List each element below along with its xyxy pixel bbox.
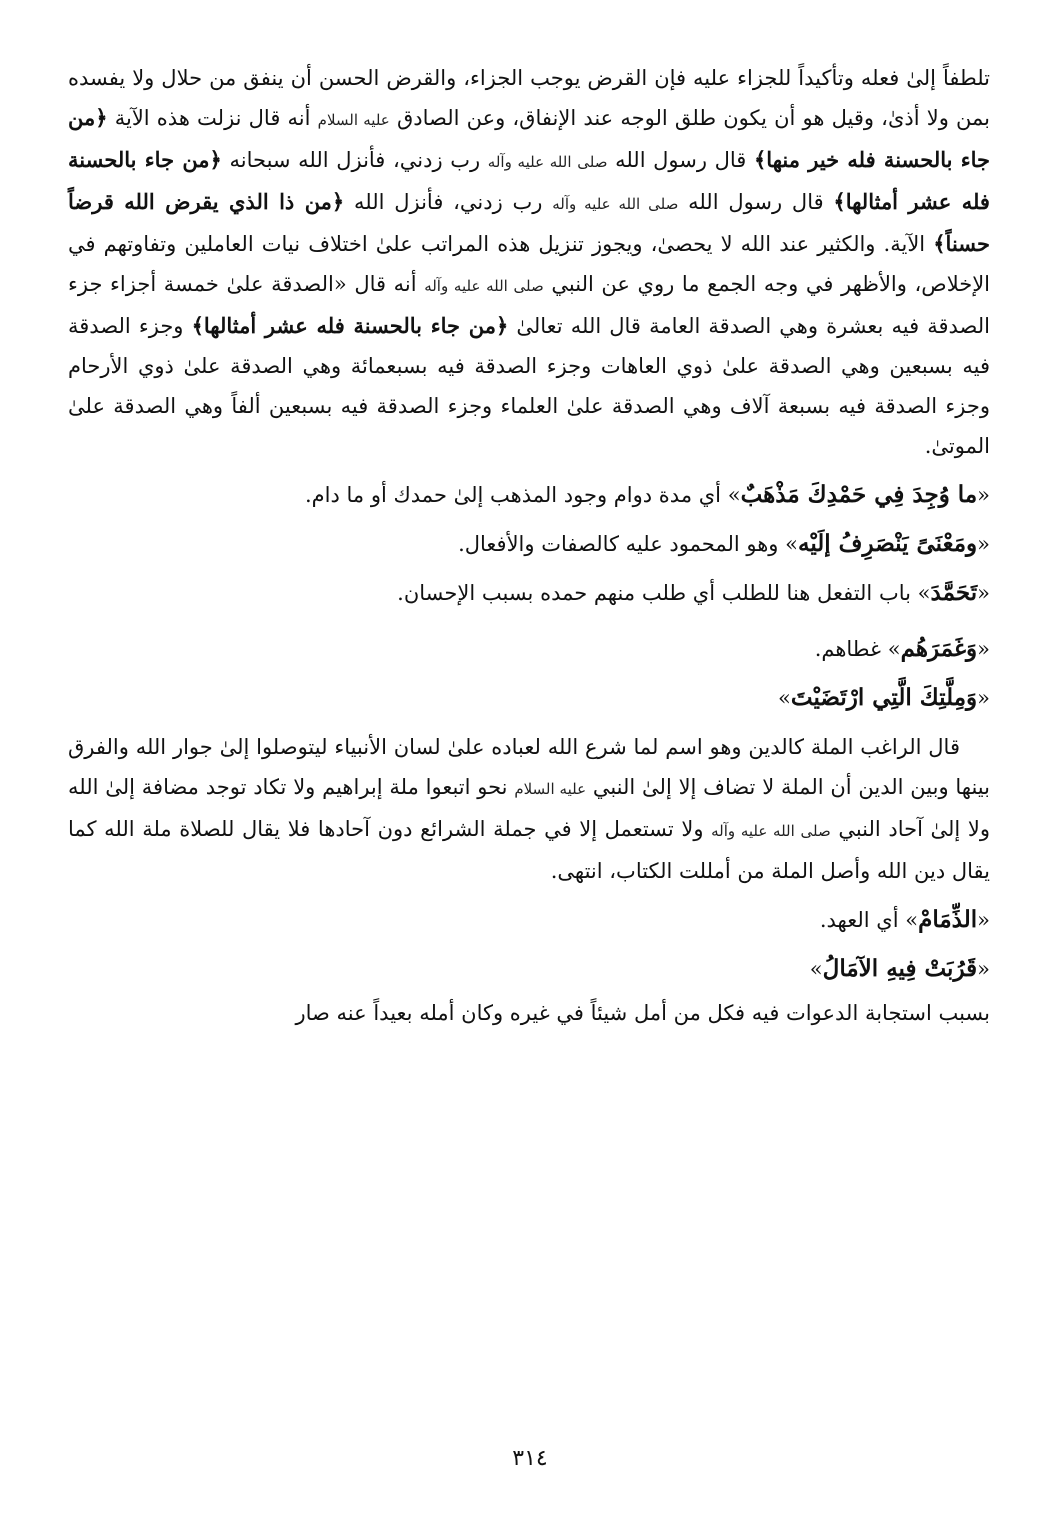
page-content — [68, 58, 990, 1033]
entry-term: الذِّمَامْ — [918, 906, 978, 933]
entry-term: تَحَمَّدَ — [930, 579, 978, 606]
intro-paragraph — [68, 58, 990, 466]
entry-term: ما وُجِدَ فِي حَمْدِكَ مَذْهَبٌ — [740, 481, 978, 508]
honorific-glyph: صلى الله عليه وآله — [552, 195, 679, 213]
quran-verse: ﴿من جاء بالحسنة فله عشر أمثالها﴾ — [191, 313, 509, 338]
intro-text-8: أنه قال «الصدقة علىٰ خمسة أجزاء جزء الصدقة فيه بعشرة وهي الصدقة العامة قال الله تعالىٰ — [68, 272, 990, 338]
entry: «تَحَمَّدَ» باب التفعل هنا للطلب أي طلب منهم حمده بسبب الإحسان. — [397, 579, 990, 606]
intro-text-9: وجزء الصدقة فيه بسبعين وهي الصدقة علىٰ ذوي العاهات وجزء الصدقة فيه بسبعمائة وهي الصدقة علىٰ ذوي الأرحام وجزء الصدقة فيه بسبعة آلاف وهي الصدقة علىٰ العلماء وجزء الصدقة فيه بسبعين ألفاً وهي الصدقة علىٰ الموتىٰ. — [68, 314, 990, 458]
intro-text-3: قال رسول الله — [615, 148, 747, 172]
intro-text-1: تلطفاً إلىٰ فعله وتأكيداً للجزاء عليه فإن القرض يوجب الجزاء، والقرض الحسن أن ينفق من حلال ولا يفسده بمن ولا أذىٰ، وقيل هو أن يكون طلق الوجه عند الإنفاق، وعن الصادق — [68, 66, 990, 130]
entry-term: وَغَمَرَهُم — [900, 635, 978, 662]
entry-term: ومَعْنَىً يَنْصَرِفُ إلَيْه — [798, 530, 978, 557]
entry: «قَرُبَتْ فِيهِ الآمَالُ» — [809, 955, 990, 982]
entry-text: غطاهم. — [814, 637, 882, 661]
honorific-glyph: عليه السلام — [514, 780, 587, 798]
honorific-glyph: صلى الله عليه وآله — [487, 153, 608, 171]
intro-text-5: قال رسول الله — [688, 190, 824, 214]
raghib-text-1: قال الراغب الملة كالدين وهو اسم لما شرع الله لعباده علىٰ لسان الأنبياء ليتوصلوا إلىٰ جوار الله والفرق بينها وبين الدين أن الملة لا تضاف إلا إلىٰ النبي — [68, 735, 990, 799]
intro-text-4: رب زدني، فأنزل الله سبحانه — [229, 148, 481, 172]
honorific-glyph: صلى الله عليه وآله — [424, 277, 544, 295]
entry-term: قَرُبَتْ فِيهِ الآمَالُ — [822, 955, 978, 982]
quran-verse: ﴿من ذا الذي يقرض الله قرضاً حسناً﴾ — [68, 189, 991, 256]
entry: «ومَعْنَىً يَنْصَرِفُ إلَيْه» وهو المحمود عليه كالصفات والأفعال. — [458, 530, 990, 557]
entry-text: أي العهد. — [819, 908, 899, 932]
entry-text: وهو المحمود عليه كالصفات والأفعال. — [458, 532, 779, 556]
entry: «وَغَمَرَهُم» غطاهم. — [814, 635, 990, 662]
entry: «وَمِلَّتِكَ الَّتِي ارْتَضَيْتَ» — [778, 684, 990, 711]
quran-verse: ﴿من جاء بالحسنة فله عشر أمثالها﴾ — [68, 147, 990, 214]
last-line: بسبب استجابة الدعوات فيه فكل من أمل شيئاً في غيره وكان أمله بعيداً عنه صار — [295, 1001, 990, 1025]
raghib-text-2: نحو اتبعوا ملة إبراهيم ولا تكاد توجد مضافة إلىٰ الله ولا إلىٰ آحاد النبي — [68, 775, 991, 841]
intro-text-6: رب زدني، فأنزل الله — [354, 190, 543, 214]
entry-text: أي مدة دوام وجود المذهب إلىٰ حمدك أو ما دام. — [304, 483, 722, 507]
raghib-text-3: ولا تستعمل إلا في جملة الشرائع دون آحادها فلا يقال للصلاة ملة الله كما يقال دين الله وأصل الملة من أمللت الكتاب، انتهى. — [68, 817, 990, 883]
honorific-glyph: صلى الله عليه وآله — [711, 822, 831, 840]
entry-text: باب التفعل هنا للطلب أي طلب منهم حمده بسبب الإحسان. — [397, 581, 911, 605]
intro-text-2: أنه قال نزلت هذه الآية — [114, 106, 311, 130]
raghib-paragraph — [68, 727, 990, 891]
entry-term: وَمِلَّتِكَ الَّتِي ارْتَضَيْتَ — [790, 684, 978, 711]
intro-text-7: الآية. والكثير عند الله لا يحصىٰ، ويجوز تنزيل هذه المراتب علىٰ اختلاف نيات العاملين وتفاوتهم في الإخلاص، والأظهر في وجه الجمع ما روي عن النبي — [68, 232, 991, 296]
entry: «ما وُجِدَ فِي حَمْدِكَ مَذْهَبٌ» أي مدة دوام وجود المذهب إلىٰ حمدك أو ما دام. — [304, 481, 990, 508]
honorific-glyph: عليه السلام — [317, 111, 390, 129]
page-number: ٣١٤ — [512, 1446, 548, 1471]
quran-verse: ﴿من جاء بالحسنة فله خير منها﴾ — [68, 105, 990, 172]
entry: «الذِّمَامْ» أي العهد. — [819, 906, 990, 933]
